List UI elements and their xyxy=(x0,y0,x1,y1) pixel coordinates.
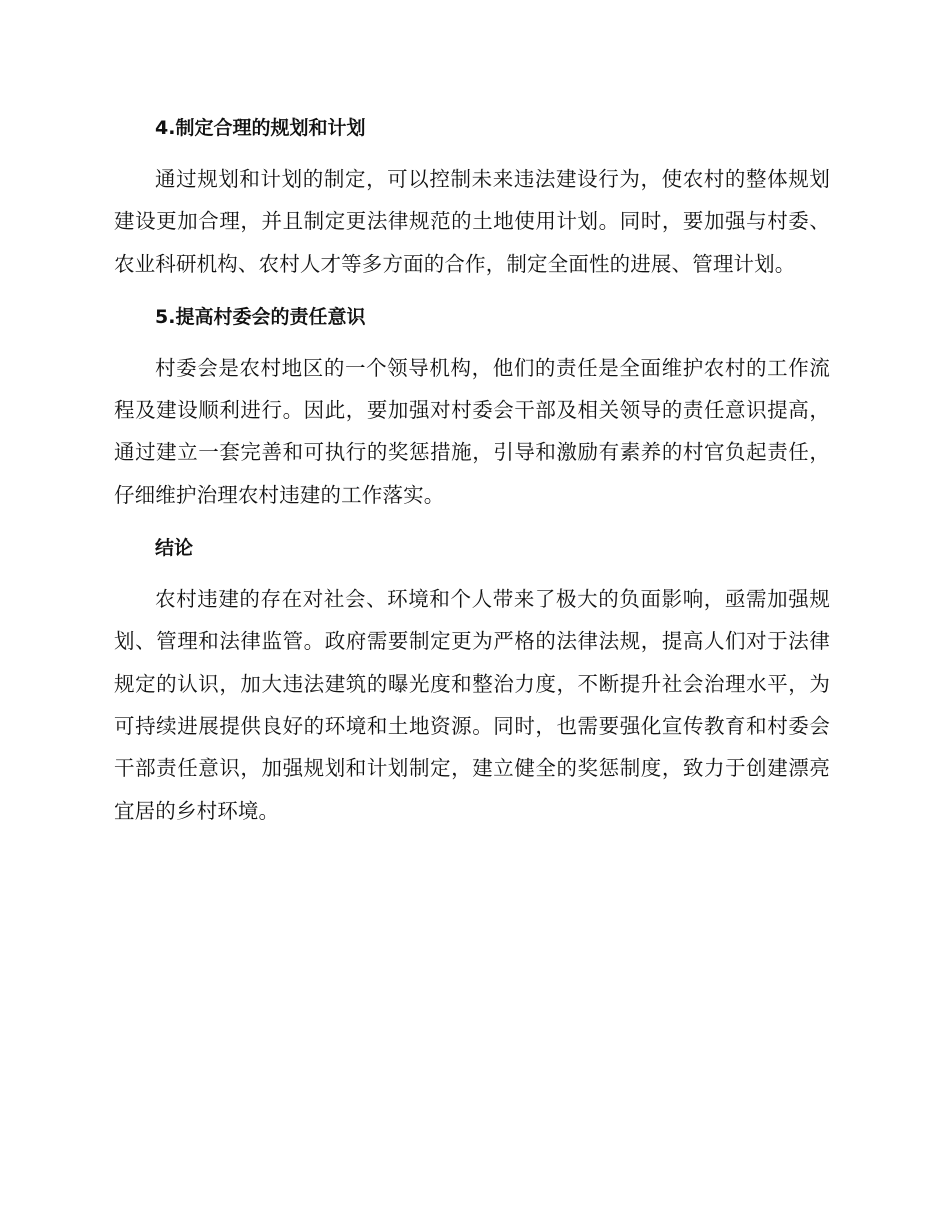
section-heading-conclusion: 结论 xyxy=(155,537,194,560)
section-body-conclusion: 农村违建的存在对社会、环境和个人带来了极大的负面影响，亟需加强规划、管理和法律监管。政府需要制定更为严格的法律法规，提高人们对于法律规定的认识，加大违法建筑的曝光度和整治力度，不断提升社会治理水平，为可持续进展提供良好的环境和土地资源。同时，也需要强化宣传教育和村委会干部责任意识，加强规划和计划制定，建立健全的奖惩制度，致力于创建漂亮宜居的乡村环境。 xyxy=(114,587,830,823)
section-heading-planning: 4.制定合理的规划和计划 xyxy=(155,117,366,139)
section-body-planning: 通过规划和计划的制定，可以控制未来违法建设行为，使农村的整体规划建设更加合理，并且制定更法律规范的土地使用计划。同时，要加强与村委、农业科研机构、农村人才等多方面的合作，制定全面性的进展、管理计划。 xyxy=(114,167,830,276)
section-heading-responsibility: 5.提高村委会的责任意识 xyxy=(155,305,366,328)
document-content xyxy=(114,108,830,844)
section-body-responsibility: 村委会是农村地区的一个领导机构，他们的责任是全面维护农村的工作流程及建设顺利进行。因此，要加强对村委会干部及相关领导的责任意识提高，通过建立一套完善和可执行的奖惩措施，引导和激励有素养的村官负起责任，仔细维护治理农村违建的工作落实。 xyxy=(114,355,830,507)
